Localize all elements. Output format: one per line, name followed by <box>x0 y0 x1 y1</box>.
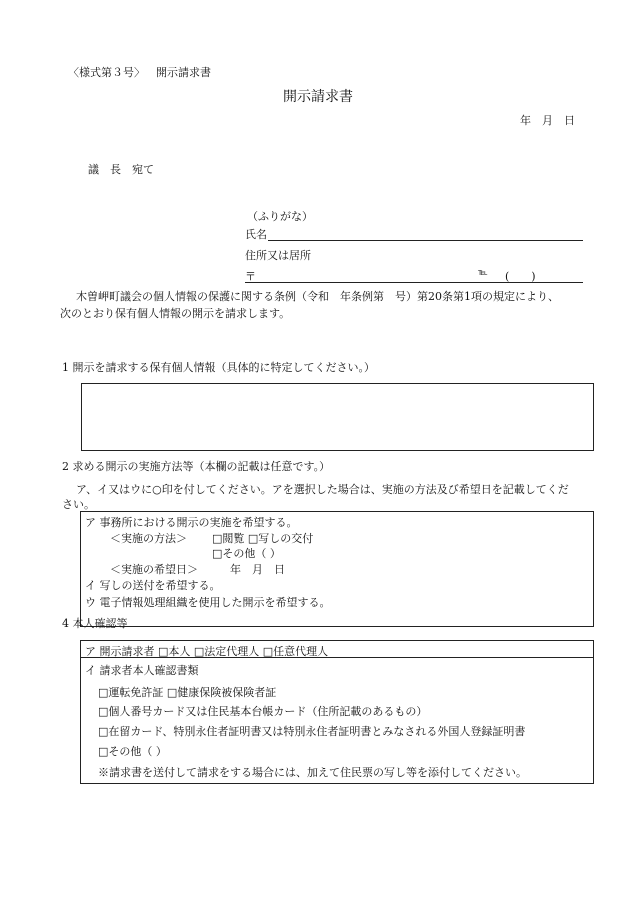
section-4-divider <box>80 657 594 658</box>
address-label: 住所又は居所 <box>245 249 311 262</box>
method-options[interactable]: □閲覧 □写しの交付 <box>212 532 314 545</box>
intro-line-1: 木曽岬町議会の個人情報の保護に関する条例（令和 年条例第 号）第20条第1項の規定により、 <box>76 290 559 303</box>
furigana-label: （ふりがな） <box>247 210 313 223</box>
identity-doc-4[interactable]: □その他（ ） <box>98 745 167 758</box>
method-label: ＜実施の方法＞ <box>110 532 187 545</box>
option-i-label[interactable]: イ 写しの送付を希望する。 <box>85 579 221 592</box>
identity-doc-3[interactable]: □在留カード、特別永住者証明書又は特別永住者証明書とみなされる外国人登録証明書 <box>98 725 526 738</box>
intro-line-2: 次のとおり保有個人情報の開示を請求します。 <box>60 307 291 320</box>
identity-docs-label: イ 請求者本人確認書類 <box>85 664 199 677</box>
section-1-heading: 1 開示を請求する保有個人情報（具体的に特定してください。） <box>62 361 375 374</box>
requester-type-row[interactable]: ア 開示請求者 □本人 □法定代理人 □任意代理人 <box>85 645 329 658</box>
section-2-instruction-2: さい。 <box>62 498 95 511</box>
identity-doc-1[interactable]: □運転免許証 □健康保険被保険者証 <box>98 686 277 699</box>
address-field[interactable] <box>245 282 583 283</box>
preferred-date-label: ＜実施の希望日＞ <box>110 563 198 576</box>
name-label: 氏名 <box>245 228 267 241</box>
identity-doc-2[interactable]: □個人番号カード又は住民基本台帳カード（住所記載のあるもの） <box>98 705 428 718</box>
method-other[interactable]: □その他（ ） <box>212 547 281 560</box>
date-line: 年 月 日 <box>520 114 575 127</box>
document-title: 開示請求書 <box>283 89 353 105</box>
postal-mark: 〒 <box>245 270 256 283</box>
section-4-heading: 4 本人確認等 <box>62 617 128 630</box>
preferred-date-value: 年 月 日 <box>230 563 285 576</box>
section-1-input-box[interactable] <box>81 383 594 451</box>
form-name: 開示請求書 <box>156 66 211 79</box>
tel-label: ℡ <box>478 268 488 278</box>
option-u-label[interactable]: ウ 電子情報処理組織を使用した開示を希望する。 <box>85 596 331 609</box>
tel-parens: ( ) <box>505 270 536 283</box>
form-number: 〈様式第３号〉 <box>68 66 145 79</box>
section-2-heading: 2 求める開示の実施方法等（本欄の記載は任意です。） <box>62 460 331 473</box>
mail-request-note: ※請求書を送付して請求をする場合には、加えて住民票の写し等を添付してください。 <box>98 766 527 779</box>
addressee: 議 長 宛て <box>88 163 154 176</box>
section-2-instruction-1: ア、イ又はウに○印を付してください。アを選択した場合は、実施の方法及び希望日を記載してくだ <box>76 483 569 496</box>
option-a-label[interactable]: ア 事務所における開示の実施を希望する。 <box>85 516 298 529</box>
name-field[interactable] <box>268 240 583 241</box>
